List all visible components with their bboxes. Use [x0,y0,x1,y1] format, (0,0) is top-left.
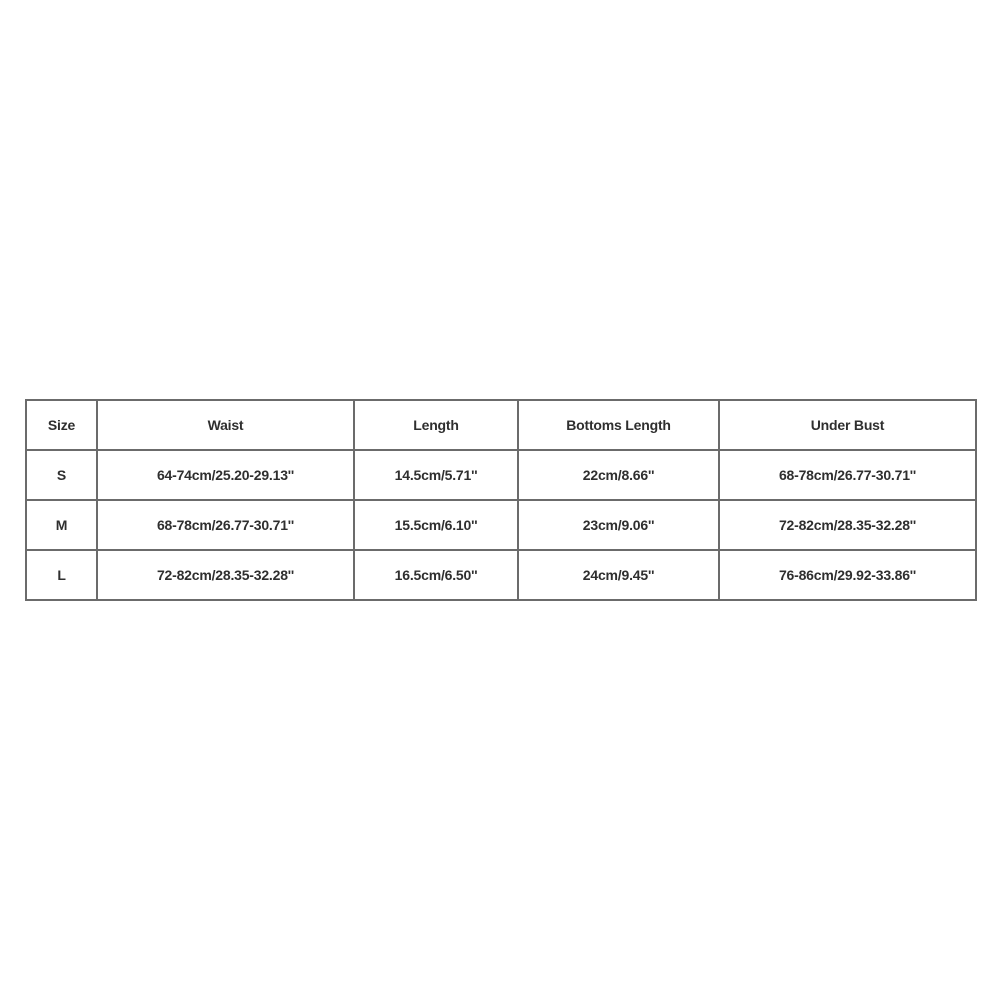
cell-size: M [26,500,97,550]
header-bottoms-length: Bottoms Length [518,400,719,450]
cell-under-bust: 72-82cm/28.35-32.28'' [719,500,976,550]
table-row-m [26,500,976,550]
size-chart-table [25,399,977,601]
cell-size: L [26,550,97,600]
header-under-bust: Under Bust [719,400,976,450]
table-header-row [26,400,976,450]
cell-under-bust: 68-78cm/26.77-30.71'' [719,450,976,500]
header-size: Size [26,400,97,450]
cell-length: 14.5cm/5.71'' [354,450,518,500]
cell-length: 16.5cm/6.50'' [354,550,518,600]
cell-waist: 68-78cm/26.77-30.71'' [97,500,354,550]
table-row-l [26,550,976,600]
cell-waist: 64-74cm/25.20-29.13'' [97,450,354,500]
header-length: Length [354,400,518,450]
table-row-s [26,450,976,500]
cell-bottoms-length: 24cm/9.45'' [518,550,719,600]
cell-length: 15.5cm/6.10'' [354,500,518,550]
cell-bottoms-length: 22cm/8.66'' [518,450,719,500]
cell-waist: 72-82cm/28.35-32.28'' [97,550,354,600]
cell-bottoms-length: 23cm/9.06'' [518,500,719,550]
cell-size: S [26,450,97,500]
header-waist: Waist [97,400,354,450]
cell-under-bust: 76-86cm/29.92-33.86'' [719,550,976,600]
